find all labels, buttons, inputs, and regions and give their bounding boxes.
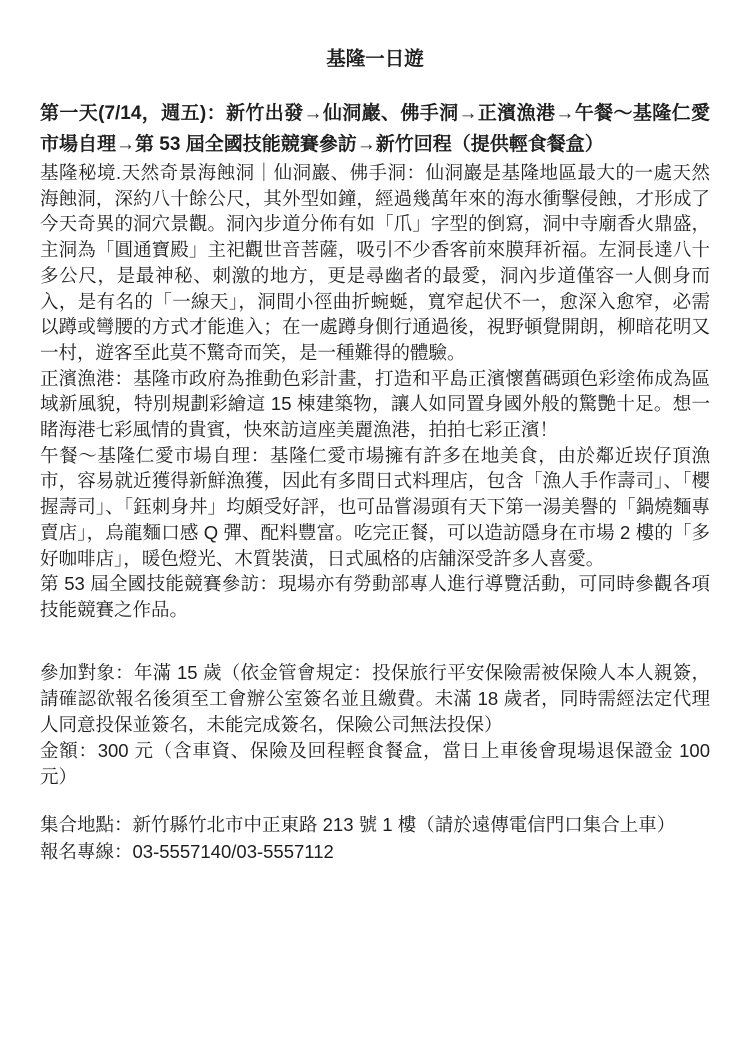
paragraph-zhengbin-fishing-harbor: 正濱漁港：基隆市政府為推動色彩計畫，打造和平島正濱懷舊碼頭色彩塗佈成為區域新風貌，特別規劃彩繪這 15 棟建築物，讓人如同置身國外般的驚艷十足。想一睹海港七彩風情的貴賓，快來訪這座美麗漁港，拍拍七彩正濱！ xyxy=(40,367,710,441)
paragraph-xiandong-cave: 基隆秘境.天然奇景海蝕洞｜仙洞巖、佛手洞：仙洞巖是基隆地區最大的一處天然海蝕洞，深約八十餘公尺，其外型如鐘，經過幾萬年來的海水衝擊侵蝕，才形成了今天奇異的洞穴景觀。洞內步道分佈有如「爪」字型的倒寫，洞中寺廟香火鼎盛，主洞為「圓通寶殿」主祀觀世音菩薩，吸引不少香客前來膜拜祈福。左洞長達八十多公尺，是最神秘、刺激的地方，更是尋幽者的最愛，洞內步道僅容一人側身而入，是有名的「一線天」，洞間小徑曲折蜿蜒，寬窄起伏不一，愈深入愈窄，必需以蹲或彎腰的方式才能進入；在一處蹲身側行通過後，視野頓覺開朗，柳暗花明又一村，遊客至此莫不驚奇而笑，是一種難得的體驗。 xyxy=(40,162,710,363)
paragraph-meeting-point: 集合地點：新竹縣竹北市中正東路 213 號 1 樓（請於遠傳電信門口集合上車） xyxy=(40,813,676,835)
paragraph-registration-hotline: 報名專線：03-5557140/03-5557112 xyxy=(40,840,334,862)
paragraph-eligibility: 參加對象：年滿 15 歲（依金管會規定：投保旅行平安保險需被保險人本人親簽，請確認欲報名後須至工會辦公室簽名並且繳費。未滿 18 歲者，同時需經法定代理人同意投保並簽名，未能完成簽名，保險公司無法投保） xyxy=(40,661,710,735)
day1-itinerary-heading: 第一天(7/14，週五)：新竹出發→仙洞巖、佛手洞→正濱漁港→午餐～基隆仁愛市場自理→第 53 屆全國技能競賽參訪→新竹回程（提供輕食餐盒） xyxy=(40,103,710,155)
meeting-info xyxy=(40,811,710,865)
page-title: 基隆一日遊 xyxy=(326,48,424,70)
registration-info xyxy=(40,660,710,790)
paragraph-lunch-renai-market: 午餐～基隆仁愛市場自理：基隆仁愛市場擁有許多在地美食，由於鄰近崁仔頂漁市，容易就近獲得新鮮漁獲，因此有多間日式料理店，包含「漁人手作壽司」、「櫻握壽司」、「鈺刺身丼」均頗受好評，也可品嘗湯頭有天下第一湯美譽的「鍋燒麵專賣店」，烏龍麵口感 Q 彈、配料豐富。吃完正餐，可以造訪隱身在市場 2 樓的「多好咖啡店」，暖色燈光、木質裝潢，日式風格的店舖深受許多人喜愛。 xyxy=(40,444,710,569)
paragraph-fee: 金額：300 元（含車資、保險及回程輕食餐盒，當日上車後會現場退保證金 100 元） xyxy=(40,739,710,787)
attraction-descriptions xyxy=(40,160,710,623)
paragraph-skills-competition-visit: 第 53 屆全國技能競賽參訪：現場亦有勞動部專人進行導覽活動，可同時參觀各項技能競賽之作品。 xyxy=(40,573,710,620)
